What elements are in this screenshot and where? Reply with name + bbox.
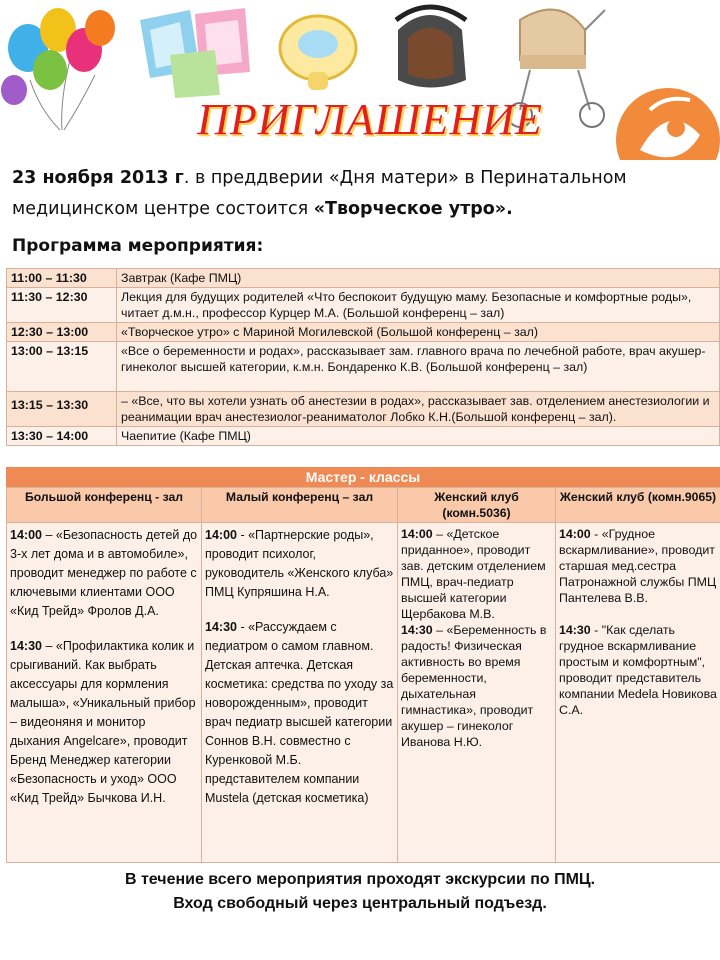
womens-club-5036-cell [398, 523, 556, 863]
table-row [7, 288, 720, 323]
intro-paragraph [12, 163, 702, 225]
intro-text: . в преддверии «Дня матери» в Перинатальном медицинском центре состоится [12, 168, 627, 219]
session-text: – «Детское приданное», проводит зав. детским отделением ПМЦ, врач-педиатр высшей категории Щербакова М.В. [401, 527, 546, 621]
schedule-time: 11:00 – 11:30 [7, 269, 117, 288]
pmc-logo-icon [616, 88, 720, 160]
session-item [559, 622, 717, 718]
session-item [559, 526, 717, 606]
car-seat-icon [396, 7, 466, 88]
table-row [7, 392, 720, 427]
schedule-table [6, 268, 720, 446]
table-row [7, 342, 720, 392]
session-time: 14:30 [401, 623, 433, 637]
schedule-time: 13:00 – 13:15 [7, 342, 117, 392]
small-hall-cell [202, 523, 398, 863]
table-row [7, 269, 720, 288]
schedule-time: 12:30 – 13:00 [7, 323, 117, 342]
event-name: «Творческое утро». [313, 199, 513, 219]
session-time: 14:00 [205, 528, 237, 542]
session-item [10, 637, 198, 808]
footer-line: В течение всего мероприятия проходят экскурсии по ПМЦ. [124, 871, 596, 888]
table-row [7, 427, 720, 446]
session-item [10, 526, 198, 621]
schedule-text: Чаепитие (Кафе ПМЦ) [117, 427, 720, 446]
master-classes-banner: Мастер - классы [6, 467, 720, 487]
footer-note [0, 868, 720, 916]
schedule-text: Лекция для будущих родителей «Что беспокоит будущую маму. Безопасные и комфортные роды», читает д.м.н., профессор Курцер М.А. (Большой конференц – зал) [117, 288, 720, 323]
session-time: 14:30 [10, 639, 42, 653]
column-header: Женский клуб (комн.9065) [556, 488, 720, 523]
session-item [401, 526, 552, 622]
big-hall-cell [7, 523, 202, 863]
event-date: 23 ноября 2013 г [12, 168, 184, 188]
schedule-time: 13:15 – 13:30 [7, 392, 117, 427]
master-classes-table [6, 487, 720, 863]
session-item [401, 622, 552, 750]
session-text: - «Рассуждаем с педиатром о самом главном. Детская аптечка. Детская косметика: средства по уходу за новорожденным», проводит врач педиатр высшей категории Соннов В.Н. совместно с Куренковой М.Б. представителем компании Mustela (детская косметика) [205, 620, 394, 805]
footer-line: Вход свободный через центральный подъезд. [173, 895, 547, 912]
session-text: – «Безопасность детей до 3-х лет дома и в автомобиле», проводит менеджер по работе с ключевыми клиентами ООО «Кид Трейд» Фролов Д.А. [10, 528, 198, 618]
session-text: - «Партнерские роды», проводит психолог, руководитель «Женского клуба» ПМЦ Купряшина Н.А. [205, 528, 394, 599]
session-time: 14:30 [559, 623, 591, 637]
baby-blankets-icon [140, 8, 250, 98]
table-row [7, 523, 720, 863]
table-row [7, 488, 720, 523]
table-row [7, 323, 720, 342]
session-item [205, 618, 394, 808]
session-text: - «Грудное вскармливание», проводит старшая мед.сестра Патронажной службы ПМЦ Пантелева В.В. [559, 527, 717, 605]
womens-club-9065-cell [556, 523, 720, 863]
session-text: – «Беременность в радость! Физическая активность во время беременности, дыхательная гимнастика», проводит акушер – гинеколог Иванова Н.Ю. [401, 623, 547, 749]
schedule-text: – «Все, что вы хотели узнать об анестезии в родах», рассказывает зав. отделением анестезиологии и реанимации врач анестезиолог-реаниматолог Лобко К.Н.(Большой конференц – зал). [117, 392, 720, 427]
schedule-text: Завтрак (Кафе ПМЦ) [117, 269, 720, 288]
schedule-time: 13:30 – 14:00 [7, 427, 117, 446]
session-text: - "Как сделать грудное вскармливание простым и комфортным", проводит представитель компании Medela Новикова С.А. [559, 623, 717, 717]
column-header: Большой конференц - зал [7, 488, 202, 523]
schedule-text: «Творческое утро» с Мариной Могилевской (Большой конференц – зал) [117, 323, 720, 342]
session-time: 14:00 [10, 528, 42, 542]
column-header: Женский клуб (комн.5036) [398, 488, 556, 523]
balloons-icon [1, 8, 115, 130]
pacifier-icon [280, 16, 356, 90]
schedule-text: «Все о беременности и родах», рассказывает зам. главного врача по лечебной работе, врач акушер-гинеколог высшей категории, к.м.н. Бондаренко К.В. (Большой конференц – зал) [117, 342, 720, 392]
session-time: 14:30 [205, 620, 237, 634]
session-text: – «Профилактика колик и срыгиваний. Как выбрать аксессуары для кормления малыша», «Уникальный прибор – видеоняня и монитор дыхания Angelcare», проводит Бренд Менеджер категории «Безопасность и уход» ООО «Кид Трейд» Бычкова И.Н. [10, 639, 196, 805]
schedule-time: 11:30 – 12:30 [7, 288, 117, 323]
program-heading: Программа мероприятия: [12, 236, 264, 256]
session-time: 14:00 [401, 527, 433, 541]
column-header: Малый конференц – зал [202, 488, 398, 523]
session-time: 14:00 [559, 527, 591, 541]
page-title: ПРИГЛАШЕНИЕ [197, 95, 543, 144]
session-item [205, 526, 394, 602]
